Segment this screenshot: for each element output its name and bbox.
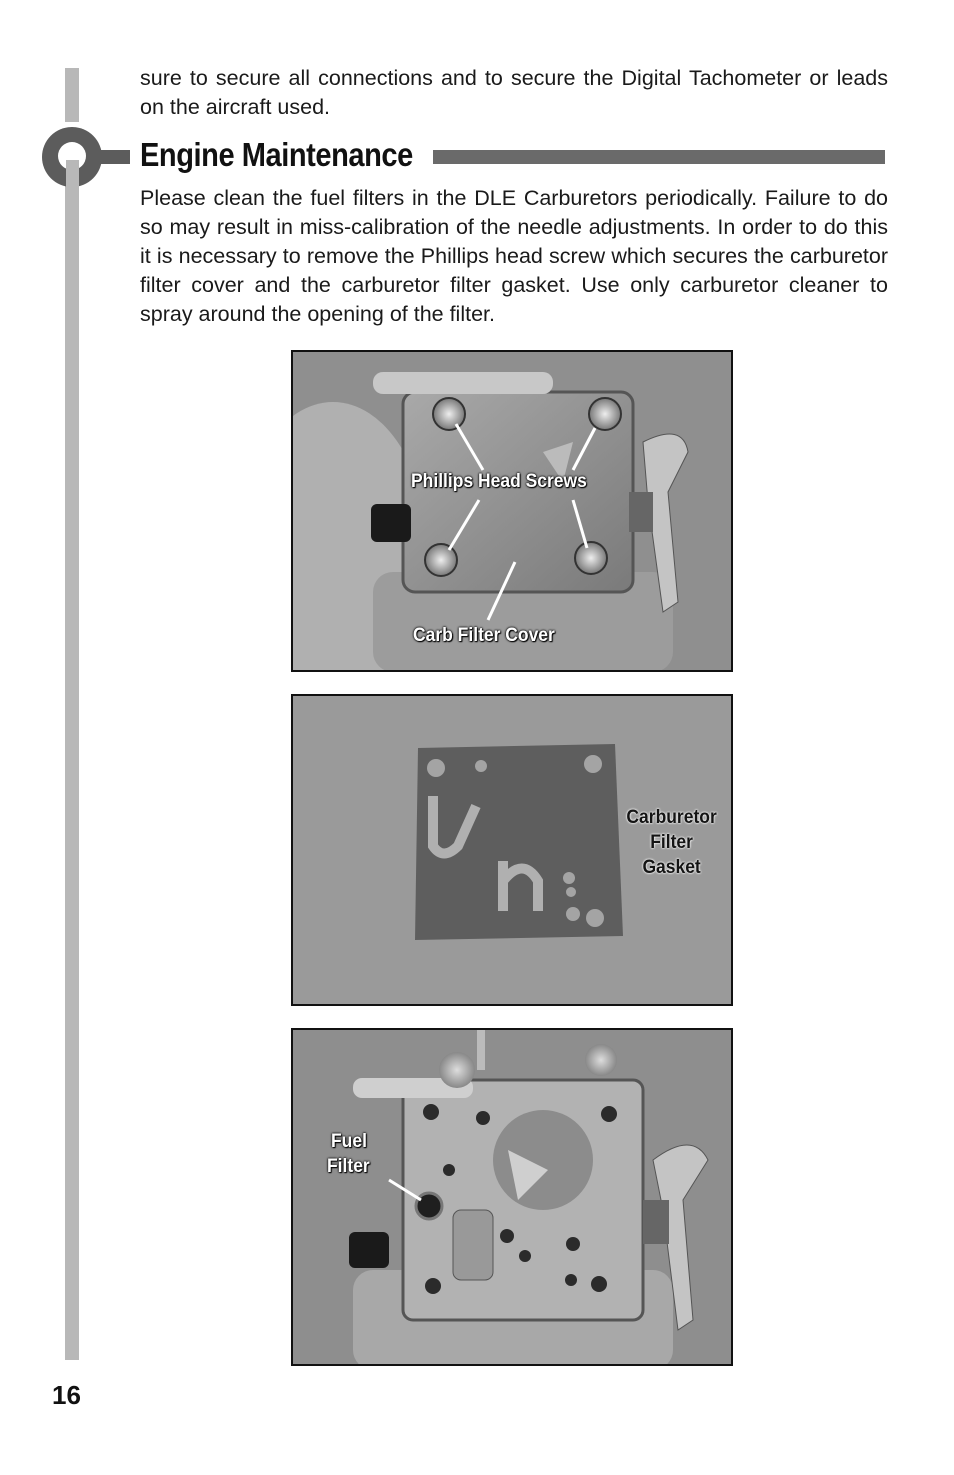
- maintenance-paragraph: Please clean the fuel filters in the DLE Carburetors periodically. Failure to do so may result in miss-calibration of the needle adjustments. In order to do this it is necessary to remove the Phillips head screw which secures the carburetor filter cover and the carburetor filter gasket. Use only carburetor cleaner to spray around the opening of the filter.: [140, 186, 888, 326]
- carb-cover-photo: [291, 350, 733, 672]
- phillips-head-screws-label: Phillips Head Screws: [411, 471, 587, 492]
- fuel-filter-label-line1: Fuel: [331, 1131, 367, 1152]
- gasket-label-line2: Filter: [650, 832, 693, 853]
- section-tab-arm: [96, 150, 130, 164]
- fuel-filter-label-line2: Filter: [327, 1156, 370, 1177]
- gasket-label-line3: Gasket: [642, 857, 701, 878]
- fuel-filter-photo: [291, 1028, 733, 1366]
- carb-cover-illustration: [293, 352, 731, 670]
- section-tab-stem: [66, 160, 79, 188]
- heading-rule: [433, 150, 885, 164]
- section-heading: Engine Maintenance: [140, 136, 413, 173]
- side-bar-main: [65, 178, 79, 1360]
- page-number: 16: [52, 1380, 81, 1410]
- gasket-label-line1: Carburetor: [626, 807, 717, 828]
- carb-filter-cover-label: Carb Filter Cover: [413, 625, 555, 646]
- fuel-filter-illustration: [293, 1030, 731, 1364]
- filter-gasket-photo: [291, 694, 733, 1006]
- side-bar-top: [65, 68, 79, 122]
- intro-paragraph: sure to secure all connections and to secure the Digital Tachometer or leads on the aircraft used.: [140, 66, 888, 119]
